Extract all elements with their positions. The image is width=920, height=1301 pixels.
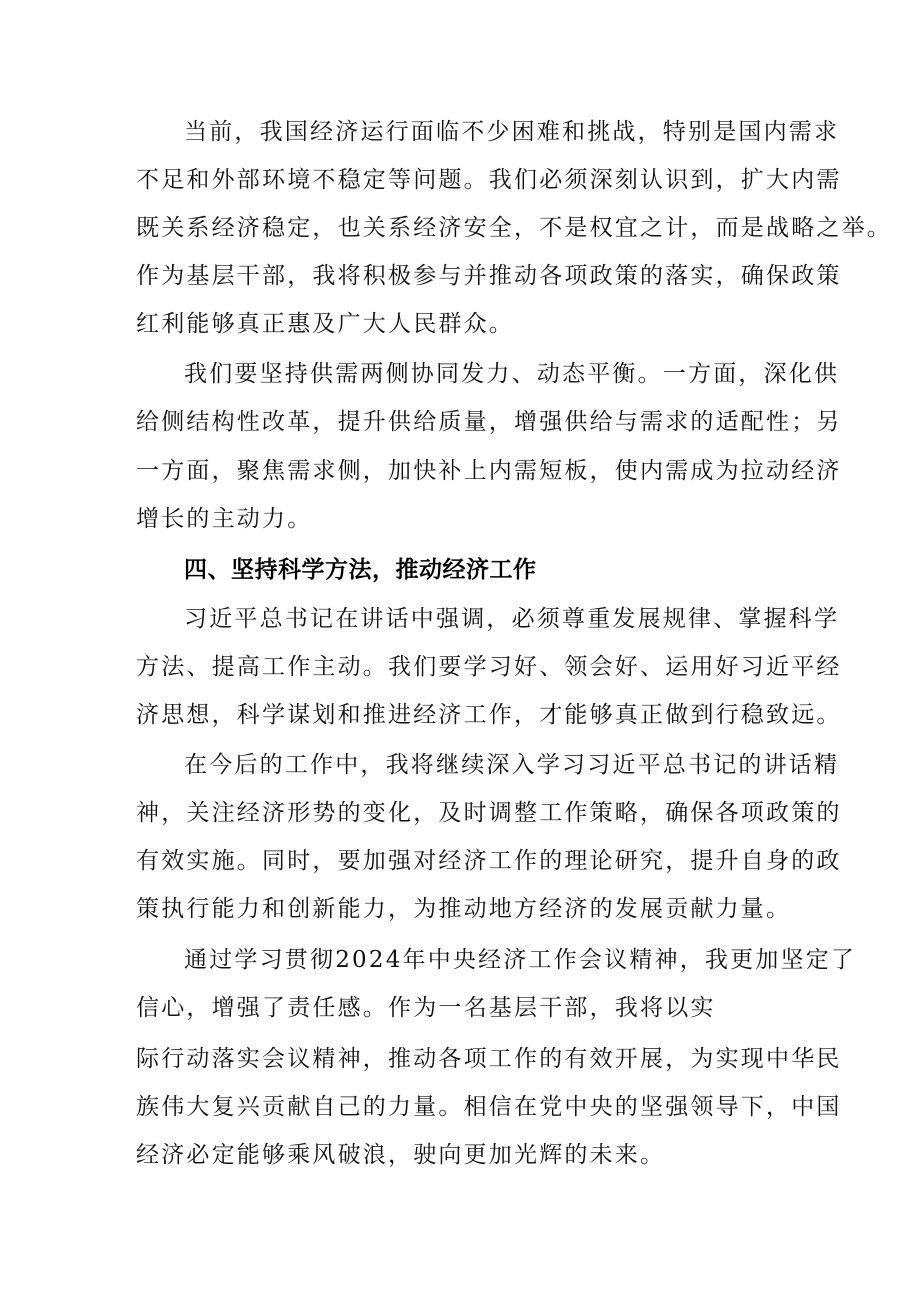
paragraph-line: 信心，增强了责任感。作为一名基层干部，我将以实 [136, 995, 716, 1021]
paragraph-line: 红利能够真正惠及广大人民群众。 [136, 311, 514, 337]
paragraph-line: 策执行能力和创新能力，为推动地方经济的发展贡献力量。 [136, 896, 792, 922]
paragraph-line: 不足和外部环境不稳定等问题。我们必须深刻认识到，扩大内需 [136, 167, 842, 193]
paragraph-line: 经济必定能够乘风破浪，驶向更加光辉的未来。 [136, 1142, 666, 1168]
paragraph-line: 作为基层干部，我将积极参与并推动各项政策的落实，确保政策 [136, 263, 842, 289]
paragraph-line: 当前，我国经济运行面临不少困难和挑战，特别是国内需求 [184, 119, 840, 145]
paragraph-line: 增长的主动力。 [136, 506, 313, 532]
paragraph-line: 有效实施。同时，要加强对经济工作的理论研究，提升自身的政 [136, 848, 842, 874]
paragraph-line: 族伟大复兴贡献自己的力量。相信在党中央的坚强领导下，中国 [136, 1094, 842, 1120]
paragraph-line: 一方面，聚焦需求侧，加快补上内需短板，使内需成为拉动经济 [136, 458, 842, 484]
paragraph-line: 际行动落实会议精神，推动各项工作的有效开展，为实现中华民 [136, 1046, 842, 1072]
paragraph-line: 神，关注经济形势的变化，及时调整工作策略，确保各项政策的 [136, 800, 842, 826]
paragraph-line: 给侧结构性改革，提升供给质量，增强供给与需求的适配性；另 [136, 409, 842, 435]
section-heading: 四、坚持科学方法，推动经济工作 [184, 557, 537, 583]
paragraph-line: 济思想，科学谋划和推进经济工作，才能够真正做到行稳致远。 [136, 702, 842, 728]
paragraph-line: 既关系经济稳定，也关系经济安全，不是权宜之计，而是战略之举。 [136, 215, 892, 241]
paragraph-line: 方法、提高工作主动。我们要学习好、领会好、运用好习近平经 [136, 654, 842, 680]
paragraph-line: 我们要坚持供需两侧协同发力、动态平衡。一方面，深化供 [184, 361, 840, 387]
paragraph-line: 习近平总书记在讲话中强调，必须尊重发展规律、掌握科学 [184, 606, 840, 632]
paragraph-line: 在今后的工作中，我将继续深入学习习近平总书记的讲话精 [184, 752, 840, 778]
paragraph-line: 通过学习贯彻2024年中央经济工作会议精神，我更加坚定了 [184, 947, 857, 973]
